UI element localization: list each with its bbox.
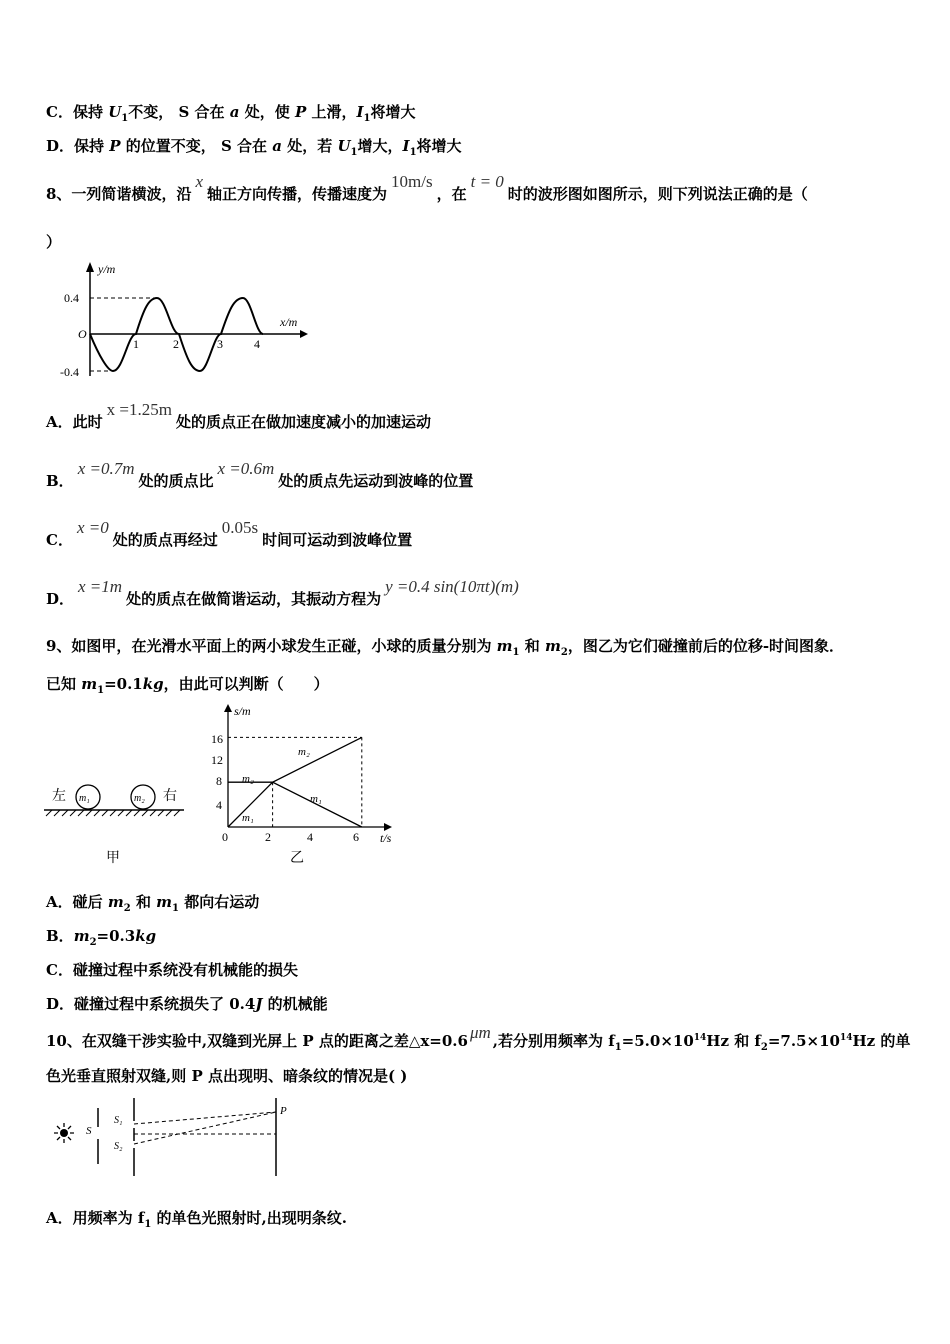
q9-figure-jia: [42, 770, 192, 870]
q9-st-chart: [206, 700, 406, 868]
x-label: t/s: [380, 831, 392, 845]
q7-option-c: C．保持 $U_1$不变， S 合在 a 处，使 P 上滑，$I_1$将增大: [46, 103, 416, 124]
y-tick-bottom: -0.4: [60, 365, 79, 379]
x-tick-4: 4: [254, 337, 260, 351]
x-axis-arrow: [384, 823, 392, 831]
q9-option-c: C．碰撞过程中系统没有机械能的损失: [46, 961, 298, 979]
x-label: x/m: [280, 315, 298, 329]
q9-stem-line1: 9、如图甲，在光滑水平面上的两小球发生正碰，小球的质量分别为 $m_1$ 和 $m_2$，图乙为它们碰撞前后的位移-时间图象．: [46, 637, 845, 658]
light-source-icon: [54, 1123, 74, 1143]
label-m2-left: m₂: [242, 773, 254, 785]
origin-label: 0: [222, 830, 228, 844]
q10-stem-line1: 10、在双缝干涉实验中,双缝到光屏上 P 点的距离之差△x=0.6 μm ,若分别用频率为 $f_1=5.0\times 10^{14}Hz$ 和 $f_2=7.5\times 10^{14}Hz$ 的单: [46, 1023, 911, 1053]
y-tick-8: 8: [216, 774, 222, 788]
label-m2-top: m₂: [298, 746, 310, 758]
caption-jia: 甲: [106, 851, 120, 866]
left-label: 左: [52, 789, 66, 804]
x-tick-4: 4: [307, 830, 313, 844]
origin-label: O: [78, 327, 87, 341]
label-m1-right: m₁: [310, 793, 322, 805]
path-s1-p: [134, 1112, 276, 1124]
path-s2-p: [134, 1112, 276, 1144]
x-tick-3: 3: [217, 337, 223, 351]
x-tick-1: 1: [133, 337, 139, 351]
q8-wave-graph: [58, 258, 318, 388]
q8-option-a: A．此时x =1.25m处的质点正在做加速度减小的加速运动: [46, 400, 431, 431]
x-axis-arrow: [300, 330, 308, 338]
slit-s2-label: S₂: [114, 1141, 123, 1152]
source-s-label: S: [86, 1125, 92, 1137]
ball-m1-label: m₁: [79, 793, 90, 804]
label-m1-bottom: m₁: [242, 812, 254, 824]
q8-option-b: B．x =0.7m处的质点比x =0.6m处的质点先运动到波峰的位置: [46, 459, 474, 490]
q10-double-slit-figure: [44, 1096, 304, 1180]
ground-hatch: [46, 810, 180, 816]
y-axis-arrow: [224, 704, 232, 712]
caption-yi: 乙: [290, 851, 304, 866]
y-tick-16: 16: [211, 732, 223, 746]
q10-stem-line2: 色光垂直照射双缝,则 P 点出现明、暗条纹的情况是( ): [46, 1067, 408, 1085]
q8-option-c: C．x =0处的质点再经过0.05s时间可运动到波峰位置: [46, 518, 413, 549]
x-tick-6: 6: [353, 830, 359, 844]
y-label: y/m: [98, 262, 116, 276]
y-tick-top: 0.4: [64, 291, 79, 305]
q8-stem: 8、一列简谐横波，沿x轴正方向传播，传播速度为10m/s，在t = 0时的波形图如图所示，则下列说法正确的是（: [46, 172, 808, 203]
q9-option-b: B．$m_2=0.3kg$: [46, 927, 157, 948]
x-tick-2: 2: [265, 830, 271, 844]
y-tick-4: 4: [216, 798, 222, 812]
x-tick-2: 2: [173, 337, 179, 351]
q9-stem-line2: 已知 $m_1=0.1kg$，由此可以判断（ ）: [46, 675, 329, 696]
y-tick-12: 12: [211, 753, 223, 767]
y-label: s/m: [234, 704, 251, 718]
right-label: 右: [163, 789, 177, 804]
slit-s1-label: S₁: [114, 1115, 123, 1126]
q8-stem-close: ）: [46, 233, 62, 251]
y-axis-arrow: [86, 262, 94, 272]
q8-option-d: D．x =1m处的质点在做简谐运动，其振动方程为y =0.4 sin(10πt)(m): [46, 577, 519, 608]
q7-option-d: D．保持 P 的位置不变， S 合在 a 处，若 $U_1$增大，$I_1$将增大: [46, 137, 462, 158]
q9-option-a: A．碰后 $m_2$ 和 $m_1$ 都向右运动: [46, 893, 260, 914]
ball-m2-label: m₂: [134, 793, 145, 804]
q10-option-a: A．用频率为 $f_1$ 的单色光照射时,出现明条纹.: [46, 1209, 347, 1230]
q9-option-d: D．碰撞过程中系统损失了 0.4J 的机械能: [46, 995, 328, 1013]
point-p-label: P: [280, 1105, 287, 1117]
